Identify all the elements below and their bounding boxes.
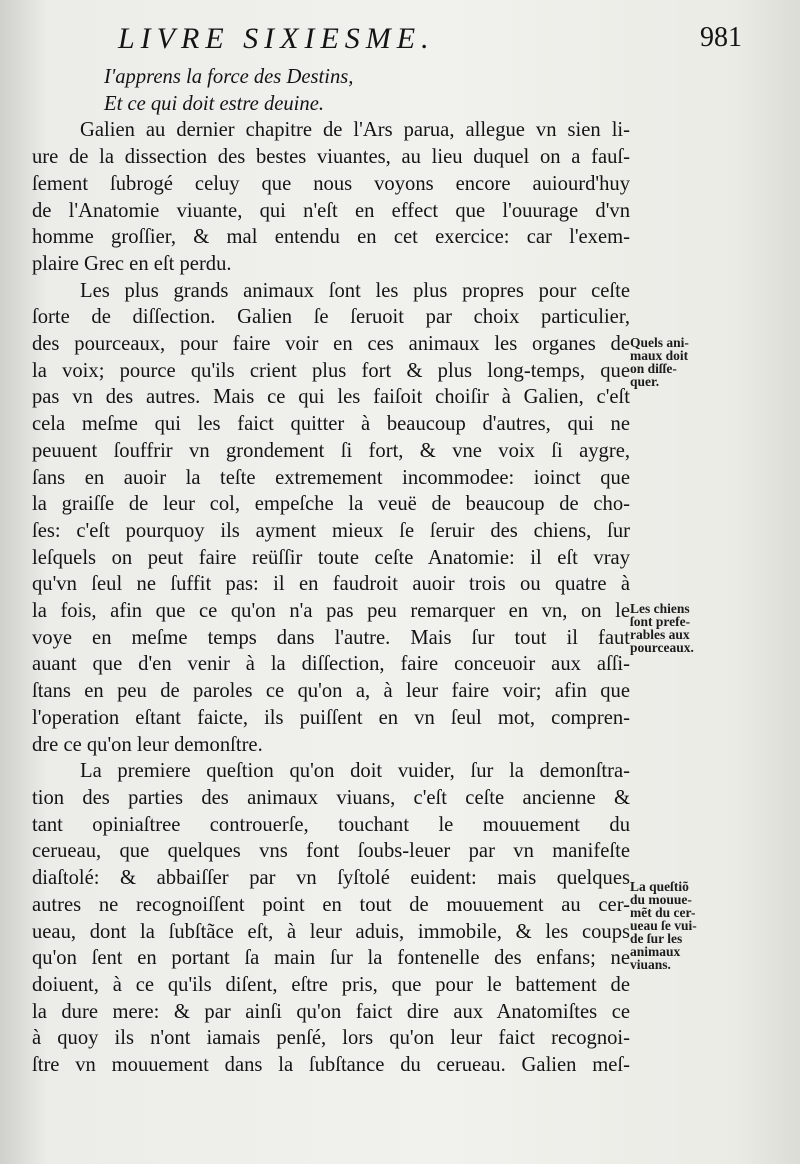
paragraph-line: ſans en auoir la teſte extremement incommodee: ioinct que <box>32 466 630 489</box>
paragraph-line: pas vn des autres. Mais ce qui les faiſoit choiſir à Galien, c'eſt <box>32 386 630 409</box>
body-text <box>32 64 630 1079</box>
margin-note-line: de ſur les <box>630 931 683 946</box>
paragraph-line: ſtre vn mouuement dans la ſubſtance du cerueau. Galien meſ- <box>32 1054 630 1077</box>
paragraph-line: autres ne recognoiſſent point en tout de mouuement au cer- <box>32 893 630 916</box>
paragraph-line: l'operation eſtant faicte, ils puiſſent en vn ſeul mot, compren- <box>32 706 630 729</box>
paragraph-line: plaire Grec en eſt perdu. <box>32 252 232 275</box>
paragraph-line: la voix; pource qu'ils crient plus fort & plus long-temps, que <box>32 359 630 382</box>
paragraph-line: Les plus grands animaux ſont les plus propres pour ceſte <box>80 279 630 302</box>
page-number: 981 <box>700 22 742 53</box>
paragraph-line: diaſtolé: & abbaiſſer par vn ſyſtolé euident: mais quelques <box>32 867 630 890</box>
paragraph-line: ſtans en peu de paroles ce qu'on a, à leur faire voir; afin que <box>32 680 630 703</box>
paragraph-line: la fois, afin que ce qu'on n'a pas peu remarquer en vn, on le <box>32 600 630 623</box>
margin-note-line: ſont prefe- <box>630 614 691 629</box>
margin-note-animals <box>630 336 712 388</box>
paragraph-line: à quoy ils n'ont iamais penſé, lors qu'on leur faict recognoi- <box>32 1027 630 1050</box>
paragraph-line: cela meſme qui les faict quitter à beaucoup d'autres, qui ne <box>32 413 630 436</box>
verse-line: I'apprens la force des Destins, <box>104 66 354 88</box>
paragraph-line: doiuent, à ce qu'ils diſent, eſtre pris, que pour le battement de <box>32 973 630 996</box>
margin-note-line: quer. <box>630 374 660 389</box>
paragraph-line: cerueau, que quelques vns font ſoubs-leuer par vn manifeſte <box>32 840 630 863</box>
paragraph-line: leſquels on peut faire reüſſir toute ceſte Anatomie: il eſt vray <box>32 546 630 569</box>
paragraph-line: ſes: c'eſt pourquoy ils ayment mieux ſe ſeruir des chiens, ſur <box>32 519 630 542</box>
paragraph-line: ueau, dont la ſubſtãce eſt, à leur aduis, immobile, & les coups <box>32 920 630 943</box>
paragraph-line: de l'Anatomie viuante, qui n'eſt en effect que l'ouurage d'vn <box>32 199 630 222</box>
paragraph-line: qu'vn ſeul ne ſuffit pas: il en faudroit auoir trois ou quatre à <box>32 573 630 596</box>
paragraph-line: ſement ſubrogé celuy que nous voyons encore auiourd'huy <box>32 172 630 195</box>
paragraph-line: voye en meſme temps dans l'autre. Mais ſur tout il faut <box>32 626 630 649</box>
paragraph-line: ſorte de diſſection. Galien ſe ſeruoit par choix particulier, <box>32 306 630 329</box>
margin-note-brain <box>630 880 712 971</box>
margin-note-line: animaux <box>630 944 681 959</box>
verse-line: Et ce qui doit estre deuine. <box>104 92 324 115</box>
margin-note-line: rables aux <box>630 627 690 642</box>
margin-note-line: La queſtiõ <box>630 879 689 894</box>
paragraph-line: tant opiniaſtree controuerſe, touchant le mouuement du <box>32 813 630 836</box>
paragraph-line: tion des parties des animaux viuans, c'eſt ceſte ancienne & <box>32 786 630 809</box>
margin-note-line: ueau ſe vui- <box>630 918 697 933</box>
paragraph-line: La premiere queſtion qu'on doit vuider, ſur la demonſtra- <box>80 760 630 783</box>
paragraph-line: des pourceaux, pour faire voir en ces animaux les organes de <box>32 333 630 356</box>
margin-note-line: maux doit <box>630 348 689 363</box>
paragraph-line: homme groſſier, & mal entendu en cet exercice: car l'exem- <box>32 226 630 249</box>
margin-note-line: mẽt du cer- <box>630 905 696 920</box>
margin-note-line: on diſſe- <box>630 361 677 376</box>
margin-note-dogs <box>630 602 712 654</box>
margin-note-line: pourceaux. <box>630 640 694 655</box>
paragraph-line: ure de la dissection des bestes viuantes, au lieu duquel on a fauſ- <box>32 146 630 169</box>
paragraph-line: Galien au dernier chapitre de l'Ars parua, allegue vn sien li- <box>80 119 630 142</box>
margin-note-line: Les chiens <box>630 601 690 616</box>
paragraph-line: auant que d'en venir à la diſſection, faire conceuoir aux aſſi- <box>32 653 630 676</box>
margin-note-line: du mouue- <box>630 892 692 907</box>
margin-note-line: Quels ani- <box>630 335 689 350</box>
paragraph-line: la dure mere: & par ainſi qu'on faict dire aux Anatomiſtes ce <box>32 1000 630 1023</box>
running-head: LIVRE SIXIESME. <box>118 22 435 55</box>
margin-note-line: viuans. <box>630 957 671 972</box>
paragraph-line: la graiſſe de leur col, empeſche la veuë de beaucoup de cho- <box>32 493 630 516</box>
paragraph-line: dre ce qu'on leur demonſtre. <box>32 733 263 756</box>
paragraph-line: peuuent ſouffrir vn grondement ſi fort, & vne voix ſi aygre, <box>32 439 630 462</box>
paragraph-line: qu'on ſent en portant ſa main ſur la fontenelle des enfans; ne <box>32 947 630 970</box>
